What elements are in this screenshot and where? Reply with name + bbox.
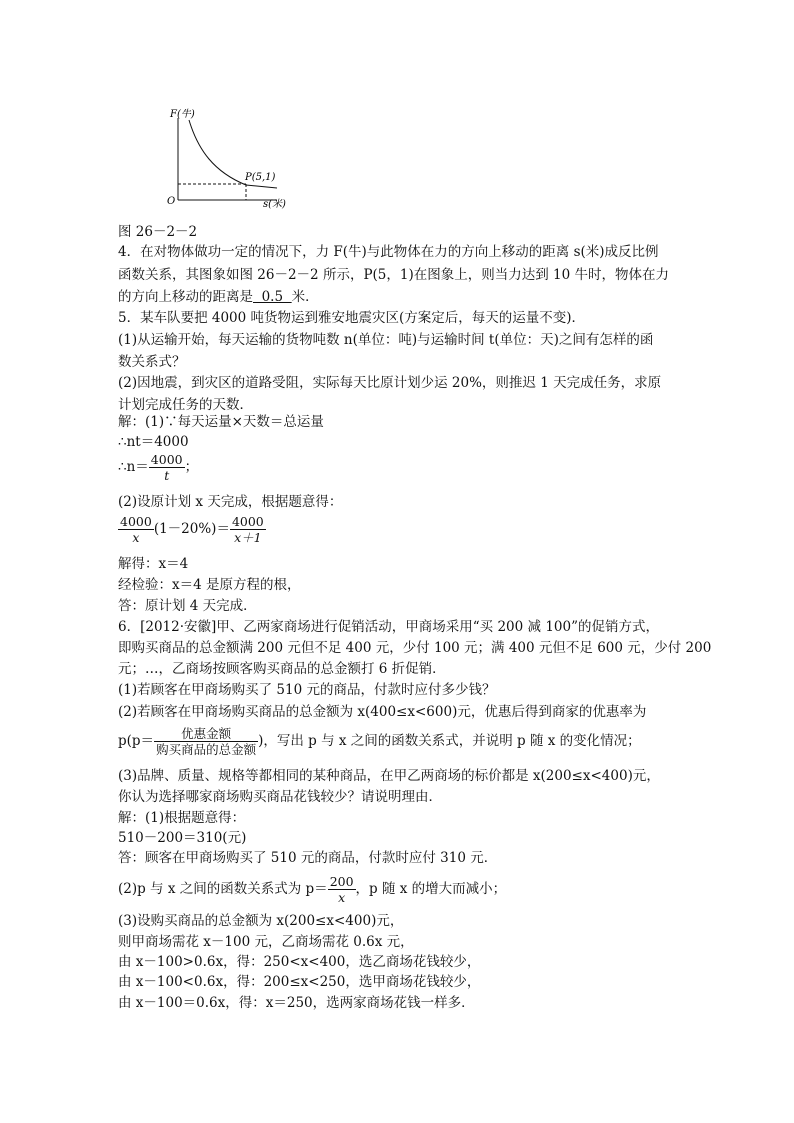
figure-caption: 图 26－2－2: [118, 224, 198, 240]
q4-answer: 0.5: [253, 289, 292, 305]
force-distance-graph: [0, 0, 794, 240]
x-axis-label: s(米): [263, 199, 286, 210]
q5-solution-5: 解得：x＝4: [118, 556, 189, 572]
fraction-numerator: 优惠金额: [154, 726, 258, 742]
q6-solution-6: 则甲商场需花 x－100 元，乙商场需花 0.6x 元，: [118, 934, 414, 950]
fraction-numerator: 4000: [231, 514, 264, 529]
q6-line-1: 6．[2012·安徽]甲、乙两家商场进行促销活动，甲商场采用“买 200 减 100”的促销方式，: [118, 619, 659, 635]
q6-solution-5: (3)设购买商品的总金额为 x(200≤x<400)元，: [118, 913, 404, 929]
fraction-numerator: 4000: [150, 452, 183, 467]
q6-solution-2: 510－200＝310(元): [118, 830, 247, 846]
fraction-denominator: x: [338, 890, 346, 905]
q4-line-1: 4．在对物体做功一定的情况下，力 F(牛)与此物体在力的方向上移动的距离 s(米)成反比例: [118, 244, 659, 260]
q6-line-6: [118, 726, 641, 757]
q4-line-3-pre: 的方向上移动的距离是: [118, 289, 253, 305]
q6-solution-3: 答：顾客在甲商场购买了 510 元的商品，付款时应付 310 元．: [118, 850, 498, 866]
fraction-denominator: t: [164, 468, 170, 483]
fraction-numerator: 4000: [120, 514, 152, 529]
fraction-denominator: x: [132, 530, 140, 545]
q6-solution-4: [118, 874, 506, 905]
discount-rate-fraction: [154, 726, 258, 757]
q5-solution-6: 经检验：x＝4 是原方程的根，: [118, 577, 301, 593]
equation-middle: (1－20%)＝: [153, 521, 230, 537]
fraction-denominator: x＋1: [234, 530, 262, 545]
q5-line-3: 数关系式？: [118, 354, 186, 370]
q6-line-6-pre: p(p＝: [118, 733, 155, 749]
q6-line-6-post: )，写出 p 与 x 之间的函数关系式，并说明 p 随 x 的变化情况；: [258, 733, 641, 749]
fraction-4000-over-x: [118, 514, 154, 545]
q6-solution-9: 由 x－100＝0.6x，得：x＝250，选两家商场花钱一样多．: [118, 995, 475, 1011]
q6-solution-4-pre: (2)p 与 x 之间的函数关系式为 p＝: [118, 881, 328, 897]
q5-line-4: (2)因地震，到灾区的道路受阻，实际每天比原计划少运 20%，则推迟 1 天完成任务，求原: [118, 375, 662, 391]
fraction-denominator: 购买商品的总金额: [156, 742, 257, 757]
q5-line-5: 计划完成任务的天数．: [118, 397, 253, 413]
q5-line-1: 5．某车队要把 4000 吨货物运到雅安地震灾区(方案定后，每天的运量不变)．: [118, 310, 586, 326]
q6-line-4: (1)若顾客在甲商场购买了 510 元的商品，付款时应付多少钱？: [118, 682, 496, 698]
origin-label: O: [167, 196, 176, 207]
q6-line-3: 元；…，乙商场按顾客购买商品的总金额打 6 折促销．: [118, 661, 446, 677]
q5-solution-4: (2)设原计划 x 天完成，根据题意得：: [118, 494, 343, 510]
q5-solution-3: [118, 452, 198, 483]
y-axis-label: F(牛): [170, 109, 195, 120]
point-label: P(5,1): [245, 172, 276, 183]
q5-solution-1: 解：(1)∵每天运量×天数＝总运量: [118, 414, 324, 430]
q6-solution-7: 由 x－100>0.6x，得：250<x<400，选乙商场花钱较少，: [118, 954, 481, 970]
q6-line-8: 你认为选择哪家商场购买商品花钱较少？请说明理由．: [118, 789, 442, 805]
fraction-4000-over-t: [149, 452, 185, 483]
q5-solution-7: 答：原计划 4 天完成．: [118, 598, 257, 614]
fraction-4000-over-x-plus-1: [230, 514, 266, 545]
q4-line-3: [118, 288, 319, 307]
q6-line-2: 即购买商品的总金额满 200 元但不足 400 元，少付 100 元；满 400 元但不足 600 元，少付 200: [118, 640, 712, 656]
fraction-numerator: 200: [329, 874, 354, 889]
q6-line-7: (3)品牌、质量、规格等都相同的某种商品，在甲乙两商场的标价都是 x(200≤x<400)元，: [118, 768, 660, 784]
q5-equation: [118, 514, 266, 545]
q5-solution-3-post: ；: [184, 459, 199, 475]
q5-solution-2: ∴nt＝4000: [118, 434, 189, 450]
q6-solution-1: 解：(1)根据题意得：: [118, 810, 246, 826]
q6-solution-8: 由 x－100<0.6x，得：200≤x<250，选甲商场花钱较少，: [118, 974, 481, 990]
q5-line-2: (1)从运输开始，每天运输的货物吨数 n(单位：吨)与运输时间 t(单位：天)之间有怎样的函: [118, 332, 654, 348]
q6-solution-4-post: ，p 随 x 的增大而减小；: [355, 881, 507, 897]
q4-line-3-post: 米．: [291, 289, 319, 305]
q4-line-2: 函数关系，其图象如图 26－2－2 所示，P(5，1)在图象上，则当力达到 10 牛时，物体在力: [118, 267, 669, 283]
fraction-200-over-x: [328, 874, 356, 905]
q6-line-5: (2)若顾客在甲商场购买商品的总金额为 x(400≤x<600)元，优惠后得到商家的优惠率为: [118, 704, 647, 720]
q5-solution-3-pre: ∴n＝: [118, 459, 149, 475]
